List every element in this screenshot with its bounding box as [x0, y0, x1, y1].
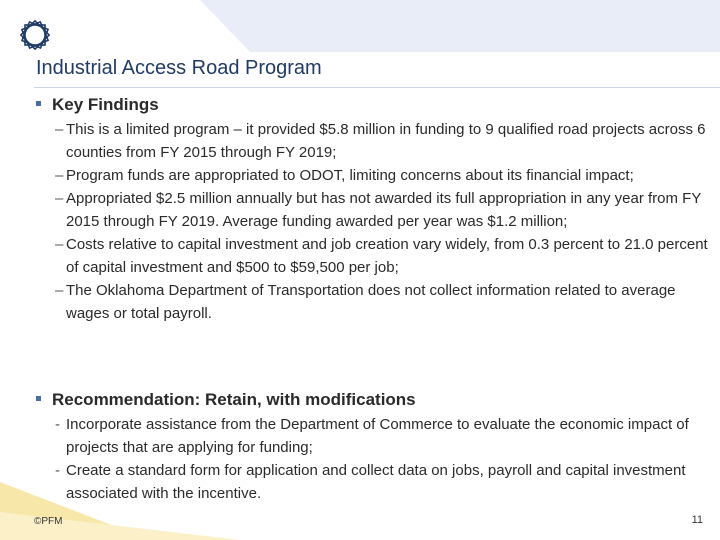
- dash-bullet-icon: –: [55, 282, 64, 299]
- pfm-logo-icon: [17, 17, 53, 53]
- list-item: – The Oklahoma Department of Transportation does not collect information related to average wages or total payroll.: [36, 279, 716, 325]
- key-findings-section: [36, 95, 716, 325]
- title-divider: [34, 87, 720, 88]
- list-item: - Create a standard form for application and collect data on jobs, payroll and capital investment associated with the incentive.: [36, 459, 716, 505]
- square-bullet-icon: [36, 101, 41, 106]
- footer-band: [0, 482, 240, 540]
- dash-bullet-icon: –: [55, 236, 64, 253]
- list-item: – Appropriated $2.5 million annually but has not awarded its full appropriation in any year from FY 2015 through FY 2019. Average funding awarded per year was $1.2 million;: [36, 187, 716, 233]
- dash-bullet-icon: –: [55, 167, 64, 184]
- list-item: - Incorporate assistance from the Department of Commerce to evaluate the economic impact of projects that are applying for funding;: [36, 413, 716, 459]
- recommendation-heading-text: Recommendation: Retain, with modifications: [52, 390, 416, 409]
- page-number: 11: [691, 514, 703, 526]
- recommendation-heading: [36, 390, 716, 410]
- key-findings-heading: [36, 95, 716, 115]
- header-band: [0, 0, 720, 52]
- list-item: – This is a limited program – it provided $5.8 million in funding to 9 qualified road projects across 6 counties from FY 2015 through FY 2019;: [36, 118, 716, 164]
- dash-bullet-icon: -: [55, 416, 60, 433]
- key-findings-heading-text: Key Findings: [52, 95, 159, 114]
- key-findings-list: [36, 118, 716, 325]
- dash-bullet-icon: -: [55, 462, 60, 479]
- page-title: Industrial Access Road Program: [36, 57, 322, 79]
- list-item: – Program funds are appropriated to ODOT, limiting concerns about its financial impact;: [36, 164, 716, 187]
- square-bullet-icon: [36, 396, 41, 401]
- copyright-text: ©PFM: [34, 516, 63, 527]
- list-item: – Costs relative to capital investment and job creation vary widely, from 0.3 percent to 21.0 percent of capital investment and $500 to $59,500 per job;: [36, 233, 716, 279]
- dash-bullet-icon: –: [55, 121, 64, 138]
- dash-bullet-icon: –: [55, 190, 64, 207]
